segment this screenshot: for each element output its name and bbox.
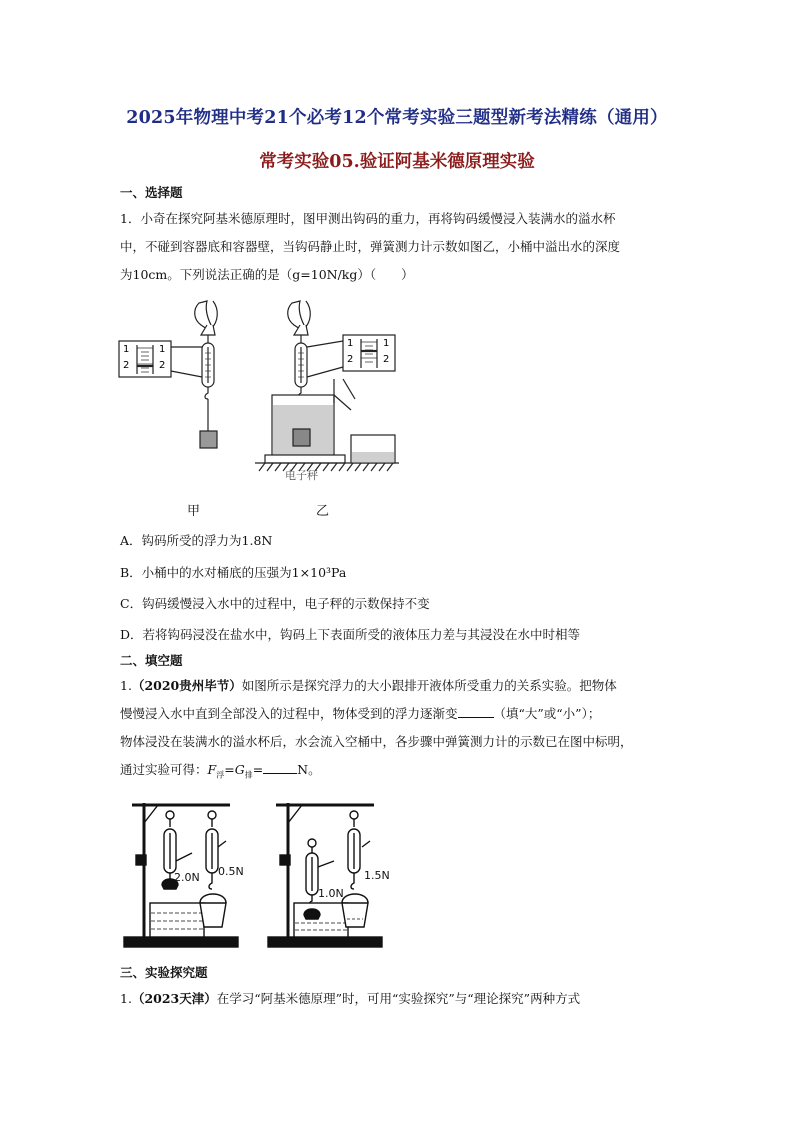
document-subtitle: 常考实验05.验证阿基米德原理实验 — [259, 152, 535, 172]
figure-jia — [119, 301, 217, 448]
option-b: B．小桶中的水对桶底的压强为1×10³Pa — [120, 565, 347, 580]
reading-right-2: 1.5N — [364, 869, 390, 882]
zoom-tick-1-left: 1 — [123, 344, 130, 355]
source-tag-2023: （2023天津） — [131, 991, 217, 1006]
reading-left-2: 0.5N — [218, 865, 244, 878]
question-1-line-3: 为10cm。下列说法正确的是（g=10N/kg）（ ） — [120, 267, 414, 282]
fill-question-1-line-1: 1.（2020贵州毕节）如图所示是探究浮力的大小跟排开液体所受重力的关系实验。把物体 — [120, 678, 617, 693]
figure-buoyancy-setups — [118, 797, 398, 953]
zoom-tick-1-right: 1 — [159, 344, 166, 355]
figure-label-yi: 乙 — [316, 504, 330, 519]
figure-yi — [255, 301, 399, 471]
electronic-scale-label: 电子秤 — [285, 469, 318, 482]
answer-blank-1[interactable] — [458, 704, 494, 718]
section-heading-fill: 二、填空题 — [120, 653, 183, 668]
fill-question-1-text — [120, 672, 680, 790]
fill-question-1-line-2: 慢慢浸入水中直到全部没入的过程中，物体受到的浮力逐渐变 （填“大”或“小”）； — [120, 706, 601, 721]
section-heading-experiment: 三、实验探究题 — [120, 965, 208, 980]
zoom-right-tick-2-right: 2 — [383, 354, 390, 365]
reading-right-1: 1.0N — [318, 887, 344, 900]
experiment-question-1: 1.（2023天津）在学习“阿基米德原理”时，可用“实验探究”与“理论探究”两种方式 — [120, 991, 581, 1006]
question-1-line-2: 中，不碰到容器底和容器壁，当钩码静止时，弹簧测力计示数如图乙，小桶中溢出水的深度 — [120, 239, 621, 254]
question-1-line-1: 1．小奇在探究阿基米德原理时，图甲测出钩码的重力，再将钩码缓慢浸入装满水的溢水杯 — [120, 211, 616, 226]
document-title: 2025年物理中考21个必考12个常考实验三题型新考法精练（通用） — [126, 108, 668, 128]
question-1-text — [120, 205, 680, 289]
answer-blank-2[interactable] — [263, 760, 297, 774]
zoom-tick-2-right: 2 — [159, 360, 166, 371]
zoom-right-tick-1-left: 1 — [347, 338, 354, 349]
zoom-right-tick-1-right: 1 — [383, 338, 390, 349]
zoom-tick-2-left: 2 — [123, 360, 130, 371]
figure-label-jia: 甲 — [187, 504, 201, 519]
reading-left-1: 2.0N — [174, 871, 200, 884]
source-tag: （2020贵州毕节） — [131, 678, 242, 693]
option-c: C．钩码缓慢浸入水中的过程中，电子秤的示数保持不变 — [120, 596, 430, 611]
fill-question-1-line-4: 通过实验可得：$F_浮=G_排= N$。 — [120, 762, 321, 780]
section-heading-choice: 一、选择题 — [120, 185, 183, 200]
zoom-right-tick-2-left: 2 — [347, 354, 354, 365]
option-d: D．若将钩码浸没在盐水中，钩码上下表面所受的液体压力差与其浸没在水中时相等 — [120, 627, 581, 642]
fill-question-1-line-3: 物体浸没在装满水的溢水杯后，水会流入空桶中，各步骤中弹簧测力计的示数已在图中标明， — [120, 734, 633, 749]
figure-spring-scale-experiment — [115, 295, 435, 520]
option-a: A．钩码所受的浮力为1.8N — [120, 533, 273, 548]
